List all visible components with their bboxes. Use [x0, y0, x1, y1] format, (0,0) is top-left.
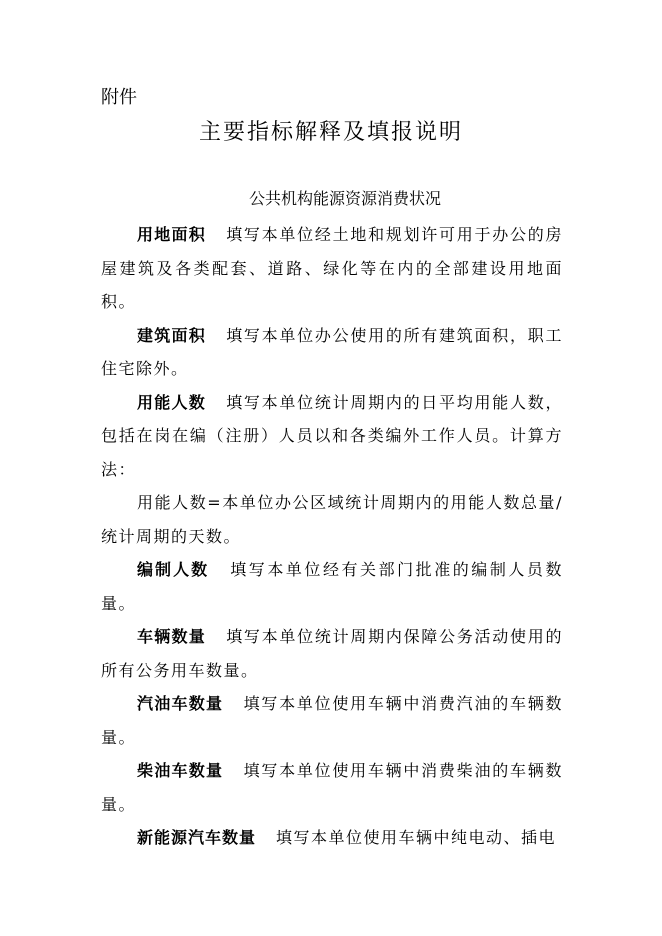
description-diesel-vehicles: 填写本单位使用车辆中消费柴油的车辆数量。	[101, 761, 563, 814]
term-land-area: 用地面积	[137, 225, 206, 244]
paragraph-gasoline-vehicles	[101, 687, 563, 754]
term-building-area: 建筑面积	[137, 325, 206, 345]
description-building-area: 填写本单位办公使用的所有建筑面积，职工住宅除外。	[101, 325, 563, 378]
term-energy-users: 用能人数	[137, 392, 206, 412]
description-staff-quota: 填写本单位经有关部门批准的编制人员数量。	[101, 560, 563, 613]
formula-text: 用能人数=本单位办公区域统计周期内的用能人数总量/统计周期的天数。	[101, 493, 563, 546]
term-new-energy-vehicles: 新能源汽车数量	[137, 828, 257, 847]
term-staff-quota: 编制人数	[137, 560, 210, 579]
annex-label: 附件	[101, 87, 137, 108]
section-title: 公共机构能源资源消费状况	[248, 189, 441, 208]
description-vehicle-count: 填写本单位统计周期内保障公务活动使用的所有公务用车数量。	[101, 627, 563, 680]
term-diesel-vehicles: 柴油车数量	[137, 761, 224, 780]
paragraph-diesel-vehicles	[101, 754, 563, 821]
paragraph-formula	[101, 486, 563, 553]
description-gasoline-vehicles: 填写本单位使用车辆中消费汽油的车辆数量。	[101, 694, 563, 747]
paragraph-building-area	[101, 319, 563, 386]
paragraph-energy-users	[101, 386, 563, 487]
paragraph-new-energy-vehicles	[101, 821, 563, 855]
term-vehicle-count: 车辆数量	[137, 627, 206, 646]
description-energy-users: 填写本单位统计周期内的日平均用能人数，包括在岗在编（注册）人员以和各类编外工作人员。计算方法：	[101, 392, 563, 479]
paragraph-land-area	[101, 218, 563, 319]
document-title: 主要指标解释及填报说明	[198, 120, 463, 145]
paragraph-vehicle-count	[101, 620, 563, 687]
document-body	[101, 218, 563, 855]
term-gasoline-vehicles: 汽油车数量	[137, 694, 224, 713]
description-new-energy-vehicles: 填写本单位使用车辆中纯电动、插电	[276, 828, 557, 847]
paragraph-staff-quota	[101, 553, 563, 620]
description-land-area: 填写本单位经土地和规划许可用于办公的房屋建筑及各类配套、道路、绿化等在内的全部建设用地面积。	[101, 225, 563, 311]
